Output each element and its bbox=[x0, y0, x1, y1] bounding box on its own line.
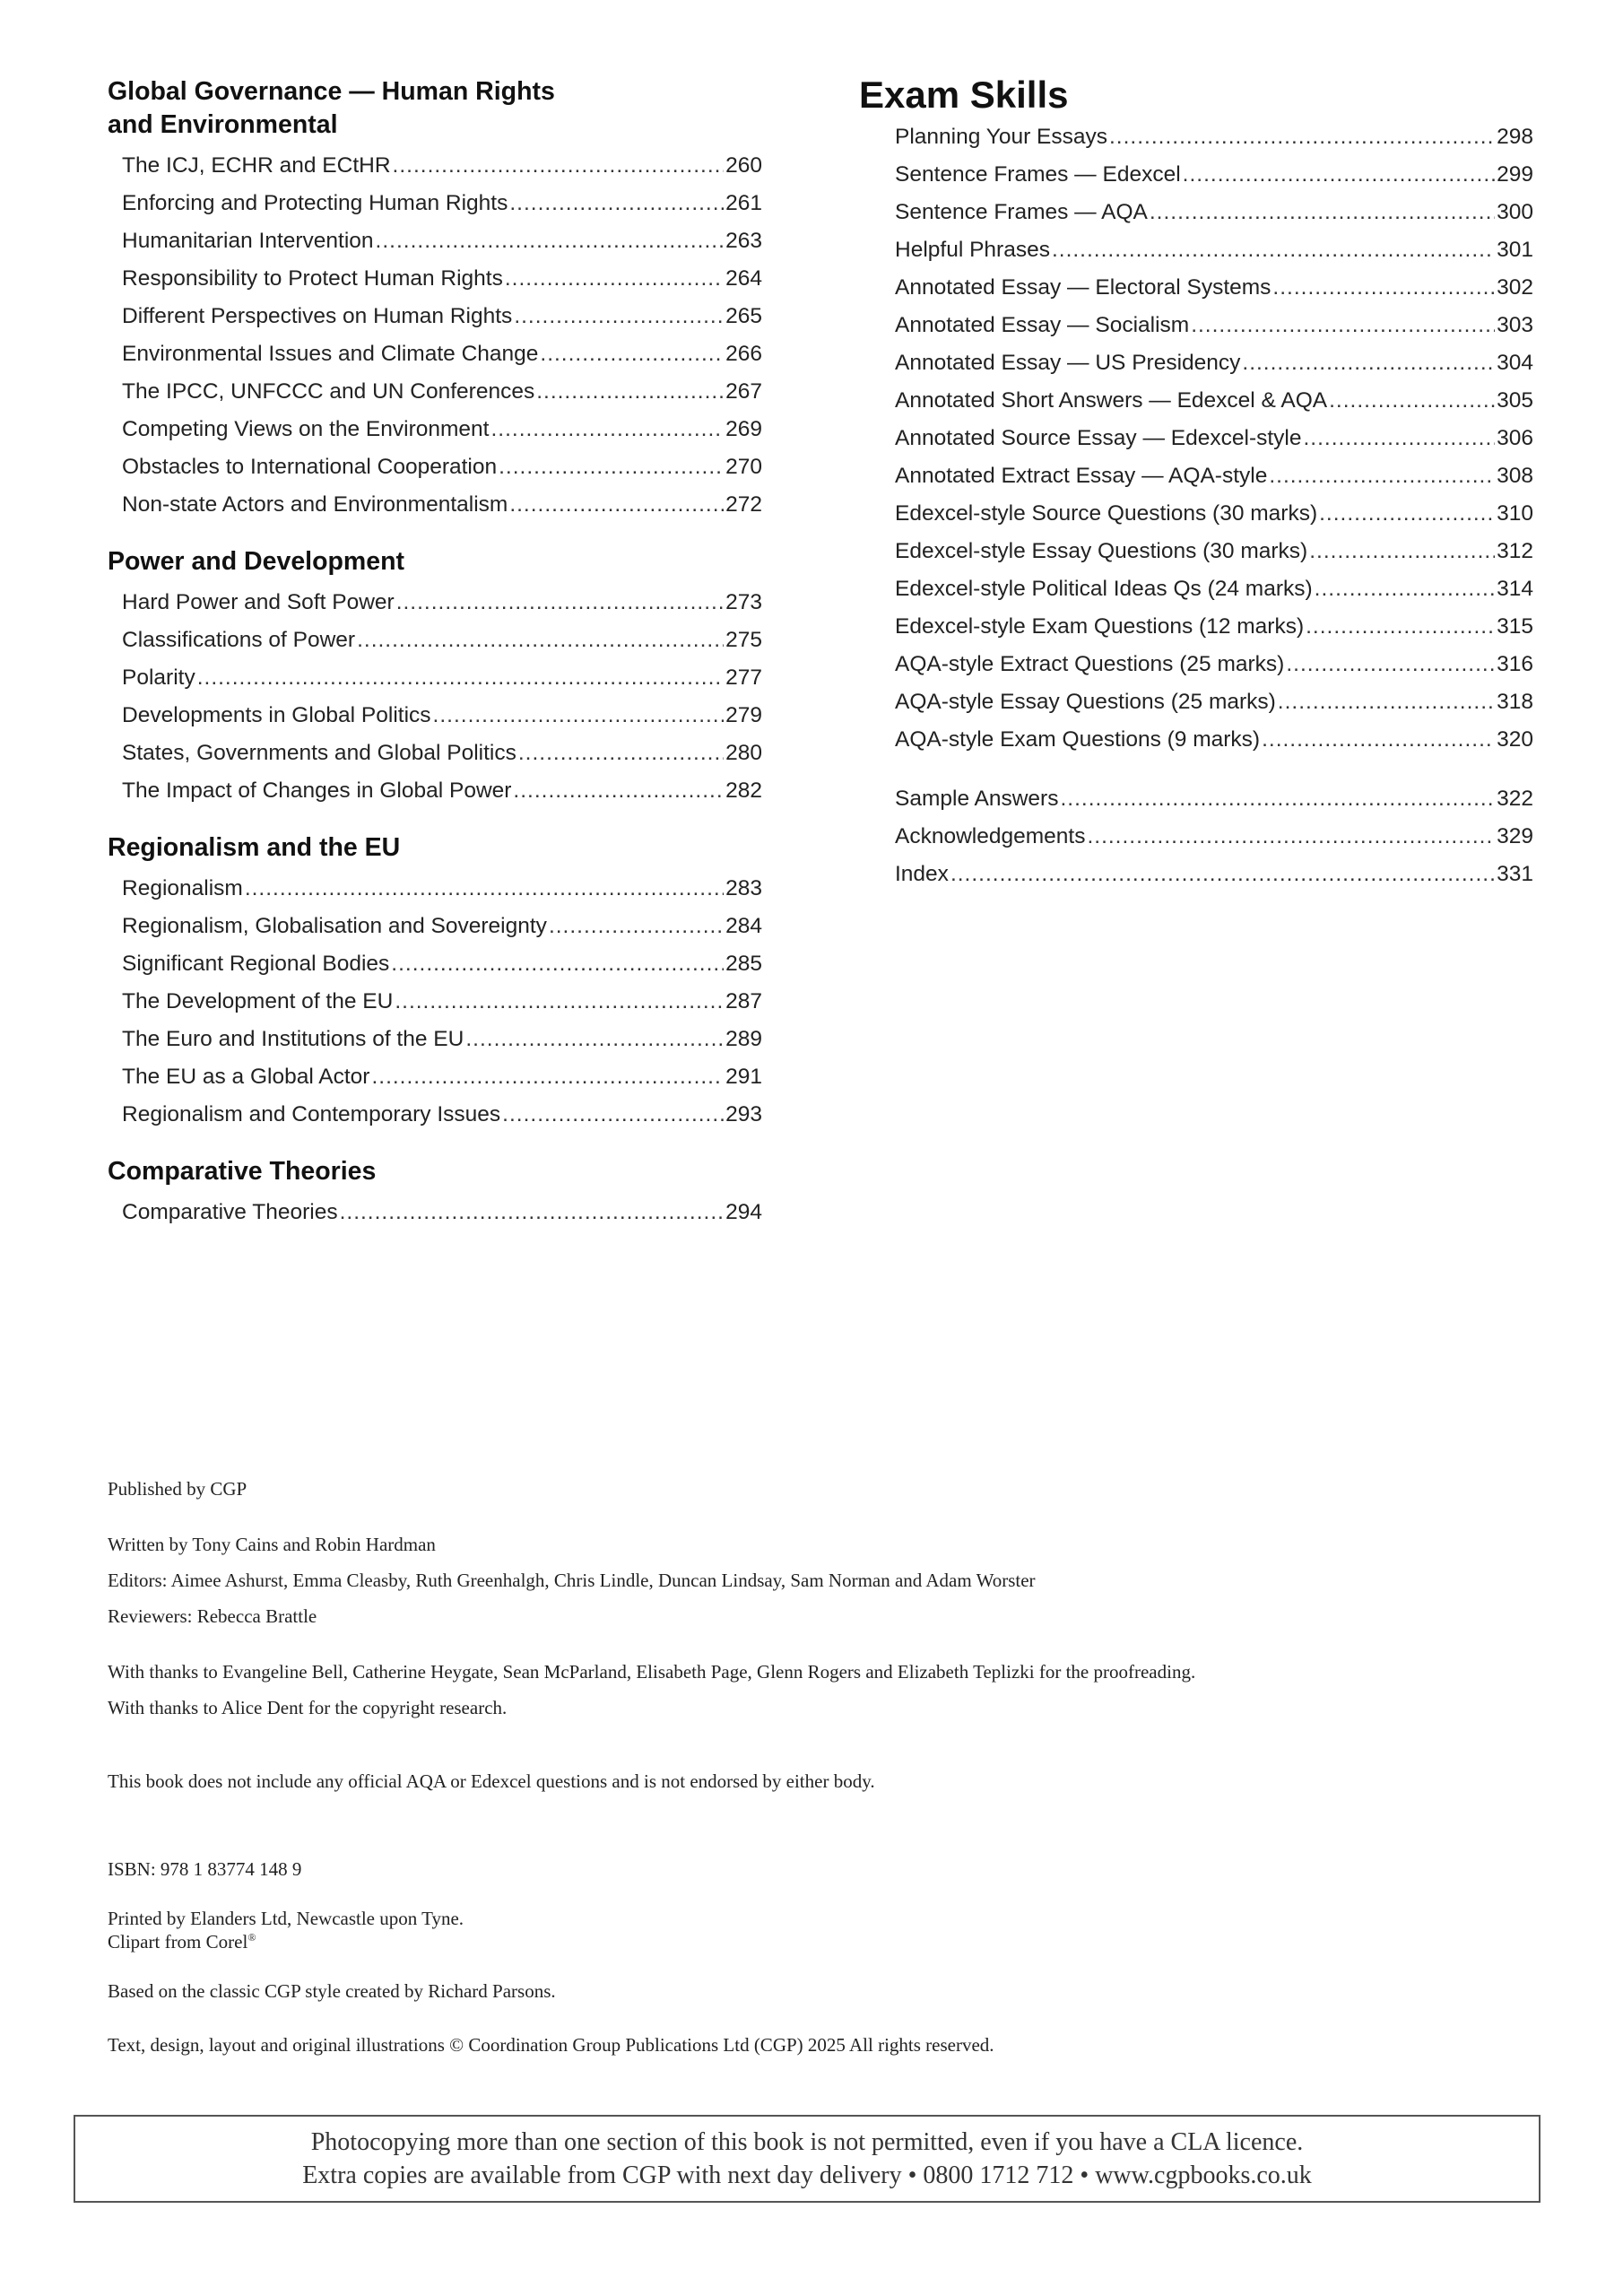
toc-entry[interactable] bbox=[108, 735, 762, 772]
dot-leader bbox=[1319, 495, 1495, 533]
toc-entry-page: 318 bbox=[1497, 690, 1533, 714]
dot-leader bbox=[950, 856, 1495, 893]
dot-leader bbox=[1278, 683, 1495, 721]
toc-entry-label: Annotated Essay — US Presidency bbox=[895, 351, 1241, 375]
toc-entry-page: 273 bbox=[725, 590, 762, 614]
toc-entry[interactable] bbox=[108, 298, 762, 335]
printed-by: Printed by Elanders Ltd, Newcastle upon Tyne. bbox=[108, 1908, 464, 1929]
toc-entry[interactable] bbox=[108, 222, 762, 260]
dot-leader bbox=[1183, 156, 1495, 194]
toc-list-regionalism bbox=[108, 870, 762, 1134]
toc-entry-label: The Development of the EU bbox=[122, 989, 394, 1013]
toc-entry-page: 293 bbox=[725, 1102, 762, 1126]
toc-entry-label: Regionalism, Globalisation and Sovereignty bbox=[122, 914, 547, 938]
toc-entry-label: Annotated Short Answers — Edexcel & AQA bbox=[895, 388, 1328, 413]
toc-entry-page: 269 bbox=[725, 417, 762, 441]
dot-leader bbox=[1109, 118, 1495, 156]
imprint-block bbox=[108, 1471, 1542, 2063]
toc-entry-page: 312 bbox=[1497, 539, 1533, 563]
toc-entry-page: 287 bbox=[725, 989, 762, 1013]
toc-entry[interactable] bbox=[859, 457, 1533, 495]
dot-leader bbox=[393, 147, 725, 185]
toc-entry-label: Edexcel-style Source Questions (30 marks) bbox=[895, 501, 1318, 526]
dot-leader bbox=[1262, 721, 1495, 759]
toc-entry-page: 261 bbox=[725, 191, 762, 215]
toc-entry-label: AQA-style Exam Questions (9 marks) bbox=[895, 727, 1261, 752]
toc-entry[interactable] bbox=[859, 856, 1533, 893]
dot-leader bbox=[514, 298, 724, 335]
toc-entry[interactable] bbox=[108, 373, 762, 411]
toc-entry-page: 329 bbox=[1497, 824, 1533, 848]
toc-entry[interactable] bbox=[859, 721, 1533, 759]
toc-entry-page: 263 bbox=[725, 229, 762, 253]
registered-mark: ® bbox=[247, 1931, 256, 1944]
toc-entry-label: The ICJ, ECHR and ECtHR bbox=[122, 153, 391, 178]
toc-entry-page: 291 bbox=[725, 1065, 762, 1089]
dot-leader bbox=[340, 1194, 725, 1231]
toc-entry[interactable] bbox=[108, 870, 762, 908]
toc-entry-page: 267 bbox=[725, 379, 762, 404]
toc-entry-label: Enforcing and Protecting Human Rights bbox=[122, 191, 508, 215]
toc-entry-label: Edexcel-style Exam Questions (12 marks) bbox=[895, 614, 1305, 639]
toc-entry-page: 283 bbox=[725, 876, 762, 900]
dot-leader bbox=[1272, 269, 1495, 307]
toc-entry-page: 260 bbox=[725, 153, 762, 178]
dot-leader bbox=[197, 659, 724, 697]
copyright: Text, design, layout and original illustrations © Coordination Group Publications Ltd (CGP) 2025 All rights reserved. bbox=[108, 2034, 994, 2056]
toc-entry-label: Index bbox=[895, 862, 949, 886]
toc-entry-page: 314 bbox=[1497, 577, 1533, 601]
toc-entry-label: Annotated Extract Essay — AQA-style bbox=[895, 464, 1268, 488]
toc-entry[interactable] bbox=[108, 260, 762, 298]
section-title-comparative-theories: Comparative Theories bbox=[108, 1157, 377, 1186]
photocopy-notice-box bbox=[74, 2115, 1541, 2203]
dot-leader bbox=[1052, 231, 1495, 269]
spacer bbox=[859, 759, 1533, 780]
toc-entry[interactable] bbox=[108, 772, 762, 810]
toc-entry-label: Annotated Source Essay — Edexcel-style bbox=[895, 426, 1302, 450]
editors: Editors: Aimee Ashurst, Emma Cleasby, Ruth Greenhalgh, Chris Lindle, Duncan Lindsay, Sam Norman and Adam Worster bbox=[108, 1570, 1036, 1591]
toc-entry-page: 270 bbox=[725, 455, 762, 479]
toc-entry[interactable] bbox=[108, 1058, 762, 1096]
dot-leader bbox=[502, 1096, 724, 1134]
toc-entry-label: AQA-style Essay Questions (25 marks) bbox=[895, 690, 1276, 714]
dot-leader bbox=[433, 697, 725, 735]
toc-entry[interactable] bbox=[859, 194, 1533, 231]
written-by: Written by Tony Cains and Robin Hardman bbox=[108, 1534, 436, 1555]
dot-leader bbox=[357, 622, 724, 659]
toc-entry-page: 316 bbox=[1497, 652, 1533, 676]
dot-leader bbox=[1303, 420, 1495, 457]
dot-leader bbox=[490, 411, 724, 448]
toc-entry[interactable] bbox=[108, 983, 762, 1021]
toc-entry-page: 320 bbox=[1497, 727, 1533, 752]
thanks-proofreading: With thanks to Evangeline Bell, Catherine Heygate, Sean McParland, Elisabeth Page, Glenn Rogers and Elizabeth Teplizki for the proofreading. bbox=[108, 1661, 1196, 1683]
toc-entry-label: States, Governments and Global Politics bbox=[122, 741, 516, 765]
toc-entry-label: The Impact of Changes in Global Power bbox=[122, 778, 512, 803]
toc-entry[interactable] bbox=[859, 570, 1533, 608]
toc-entry-page: 304 bbox=[1497, 351, 1533, 375]
toc-entry-label: Polarity bbox=[122, 665, 195, 690]
toc-entry-label: The Euro and Institutions of the EU bbox=[122, 1027, 464, 1051]
toc-entry-page: 282 bbox=[725, 778, 762, 803]
dot-leader bbox=[540, 335, 724, 373]
toc-entry-label: Responsibility to Protect Human Rights bbox=[122, 266, 503, 291]
toc-entry[interactable] bbox=[859, 344, 1533, 382]
toc-entry[interactable] bbox=[859, 118, 1533, 156]
toc-entry[interactable] bbox=[108, 185, 762, 222]
toc-entry-page: 305 bbox=[1497, 388, 1533, 413]
toc-entry[interactable] bbox=[859, 646, 1533, 683]
dot-leader bbox=[1309, 533, 1495, 570]
dot-leader bbox=[391, 945, 724, 983]
dot-leader bbox=[505, 260, 724, 298]
toc-entry[interactable] bbox=[108, 584, 762, 622]
dot-leader bbox=[1150, 194, 1495, 231]
toc-entry-label: Annotated Essay — Electoral Systems bbox=[895, 275, 1271, 300]
toc-entry-page: 284 bbox=[725, 914, 762, 938]
toc-entry-page: 264 bbox=[725, 266, 762, 291]
thanks-copyright: With thanks to Alice Dent for the copyright research. bbox=[108, 1697, 508, 1718]
toc-entry-label: Planning Your Essays bbox=[895, 125, 1107, 149]
toc-entry-page: 279 bbox=[725, 703, 762, 727]
toc-entry-label: Regionalism bbox=[122, 876, 243, 900]
toc-entry-page: 289 bbox=[725, 1027, 762, 1051]
toc-entry-page: 299 bbox=[1497, 162, 1533, 187]
toc-entry[interactable] bbox=[108, 448, 762, 486]
dot-leader bbox=[395, 983, 724, 1021]
toc-entry-label: Obstacles to International Cooperation bbox=[122, 455, 498, 479]
dot-leader bbox=[1315, 570, 1495, 608]
toc-entry-page: 266 bbox=[725, 342, 762, 366]
dot-leader bbox=[513, 772, 724, 810]
dot-leader bbox=[1087, 818, 1495, 856]
dot-leader bbox=[1191, 307, 1495, 344]
toc-entry-label: Developments in Global Politics bbox=[122, 703, 431, 727]
toc-entry[interactable] bbox=[859, 156, 1533, 194]
toc-entry-page: 322 bbox=[1497, 787, 1533, 811]
toc-entry[interactable] bbox=[859, 533, 1533, 570]
dot-leader bbox=[549, 908, 724, 945]
clipart-text: Clipart from Corel bbox=[108, 1931, 248, 1952]
toc-entry-label: The IPCC, UNFCCC and UN Conferences bbox=[122, 379, 535, 404]
toc-entry-page: 280 bbox=[725, 741, 762, 765]
toc-entry-label: AQA-style Extract Questions (25 marks) bbox=[895, 652, 1285, 676]
notice-line2: Extra copies are available from CGP with next day delivery • 0800 1712 712 • www.cgpbooks.co.uk bbox=[302, 2161, 1312, 2189]
reviewers: Reviewers: Rebecca Brattle bbox=[108, 1605, 317, 1627]
toc-entry-page: 306 bbox=[1497, 426, 1533, 450]
section-title-line1: Global Governance — Human Rights bbox=[108, 77, 555, 106]
toc-list-back-matter bbox=[859, 780, 1533, 893]
toc-entry-label: Edexcel-style Essay Questions (30 marks) bbox=[895, 539, 1308, 563]
toc-list-global-governance bbox=[108, 147, 762, 524]
toc-entry-page: 265 bbox=[725, 304, 762, 328]
dot-leader bbox=[245, 870, 724, 908]
based-on: Based on the classic CGP style created by Richard Parsons. bbox=[108, 1980, 556, 2002]
toc-entry-label: Sample Answers bbox=[895, 787, 1059, 811]
toc-entry-page: 294 bbox=[725, 1200, 762, 1224]
toc-entry[interactable] bbox=[108, 411, 762, 448]
toc-entry-page: 315 bbox=[1497, 614, 1533, 639]
toc-entry[interactable] bbox=[108, 697, 762, 735]
toc-entry-label: Acknowledgements bbox=[895, 824, 1086, 848]
clipart-credit bbox=[108, 1930, 1542, 1953]
section-title-power-and-development: Power and Development bbox=[108, 547, 404, 576]
toc-entry-label: Competing Views on the Environment bbox=[122, 417, 490, 441]
toc-entry-page: 298 bbox=[1497, 125, 1533, 149]
left-contents-column bbox=[108, 75, 762, 1231]
exam-skills-title: Exam Skills bbox=[859, 74, 1069, 116]
toc-entry-label: Comparative Theories bbox=[122, 1200, 338, 1224]
toc-entry-label: Classifications of Power bbox=[122, 628, 356, 652]
dot-leader bbox=[509, 185, 724, 222]
dot-leader bbox=[509, 486, 724, 524]
toc-entry[interactable] bbox=[859, 307, 1533, 344]
toc-entry-label: The EU as a Global Actor bbox=[122, 1065, 370, 1089]
dot-leader bbox=[1306, 608, 1495, 646]
toc-entry-page: 272 bbox=[725, 492, 762, 517]
toc-entry-label: Annotated Essay — Socialism bbox=[895, 313, 1190, 337]
section-title-global-governance bbox=[108, 75, 762, 142]
toc-entry-page: 310 bbox=[1497, 501, 1533, 526]
toc-entry[interactable] bbox=[859, 683, 1533, 721]
toc-entry-label: Environmental Issues and Climate Change bbox=[122, 342, 539, 366]
dot-leader bbox=[499, 448, 724, 486]
toc-entry-page: 331 bbox=[1497, 862, 1533, 886]
dot-leader bbox=[1329, 382, 1495, 420]
toc-entry[interactable] bbox=[108, 1021, 762, 1058]
published-by: Published by CGP bbox=[108, 1478, 247, 1500]
dot-leader bbox=[465, 1021, 724, 1058]
dot-leader bbox=[396, 584, 724, 622]
toc-entry-label: Hard Power and Soft Power bbox=[122, 590, 395, 614]
toc-entry[interactable] bbox=[108, 622, 762, 659]
toc-entry[interactable] bbox=[108, 659, 762, 697]
toc-entry-label: Sentence Frames — Edexcel bbox=[895, 162, 1181, 187]
isbn: ISBN: 978 1 83774 148 9 bbox=[108, 1858, 302, 1880]
disclaimer: This book does not include any official AQA or Edexcel questions and is not endorsed by either body. bbox=[108, 1770, 875, 1792]
toc-entry-label: Helpful Phrases bbox=[895, 238, 1050, 262]
toc-entry[interactable] bbox=[859, 495, 1533, 533]
section-title-regionalism-and-the-eu: Regionalism and the EU bbox=[108, 833, 401, 862]
toc-entry[interactable] bbox=[859, 780, 1533, 818]
notice-line1: Photocopying more than one section of this book is not permitted, even if you have a CLA licence. bbox=[310, 2128, 1304, 2156]
toc-entry[interactable] bbox=[108, 1096, 762, 1134]
toc-entry-label: Different Perspectives on Human Rights bbox=[122, 304, 513, 328]
toc-entry-label: Humanitarian Intervention bbox=[122, 229, 374, 253]
toc-entry-label: Sentence Frames — AQA bbox=[895, 200, 1148, 224]
toc-entry[interactable] bbox=[108, 335, 762, 373]
toc-entry-page: 300 bbox=[1497, 200, 1533, 224]
dot-leader bbox=[376, 222, 725, 260]
toc-entry-label: Edexcel-style Political Ideas Qs (24 marks) bbox=[895, 577, 1313, 601]
dot-leader bbox=[518, 735, 724, 772]
toc-list-power-and-development bbox=[108, 584, 762, 810]
dot-leader bbox=[371, 1058, 724, 1096]
toc-entry-page: 301 bbox=[1497, 238, 1533, 262]
toc-entry-label: Significant Regional Bodies bbox=[122, 952, 390, 976]
toc-entry[interactable] bbox=[108, 486, 762, 524]
toc-entry[interactable] bbox=[859, 818, 1533, 856]
dot-leader bbox=[1242, 344, 1495, 382]
toc-entry-page: 285 bbox=[725, 952, 762, 976]
dot-leader bbox=[1286, 646, 1495, 683]
right-contents-column bbox=[859, 75, 1533, 893]
toc-entry-label: Non-state Actors and Environmentalism bbox=[122, 492, 508, 517]
toc-entry[interactable] bbox=[859, 382, 1533, 420]
toc-list-comparative-theories bbox=[108, 1194, 762, 1231]
toc-entry[interactable] bbox=[859, 269, 1533, 307]
dot-leader bbox=[1269, 457, 1495, 495]
toc-entry[interactable] bbox=[859, 608, 1533, 646]
toc-entry[interactable] bbox=[859, 420, 1533, 457]
section-title-line2: and Environmental bbox=[108, 110, 338, 139]
toc-entry[interactable] bbox=[108, 908, 762, 945]
toc-entry-label: Regionalism and Contemporary Issues bbox=[122, 1102, 501, 1126]
toc-entry-page: 308 bbox=[1497, 464, 1533, 488]
toc-entry[interactable] bbox=[108, 945, 762, 983]
toc-entry-page: 277 bbox=[725, 665, 762, 690]
toc-list-exam-skills bbox=[859, 118, 1533, 759]
toc-entry-page: 303 bbox=[1497, 313, 1533, 337]
dot-leader bbox=[536, 373, 724, 411]
dot-leader bbox=[1060, 780, 1495, 818]
toc-entry-page: 275 bbox=[725, 628, 762, 652]
toc-entry[interactable] bbox=[108, 147, 762, 185]
toc-entry[interactable] bbox=[108, 1194, 762, 1231]
toc-entry[interactable] bbox=[859, 231, 1533, 269]
toc-entry-page: 302 bbox=[1497, 275, 1533, 300]
